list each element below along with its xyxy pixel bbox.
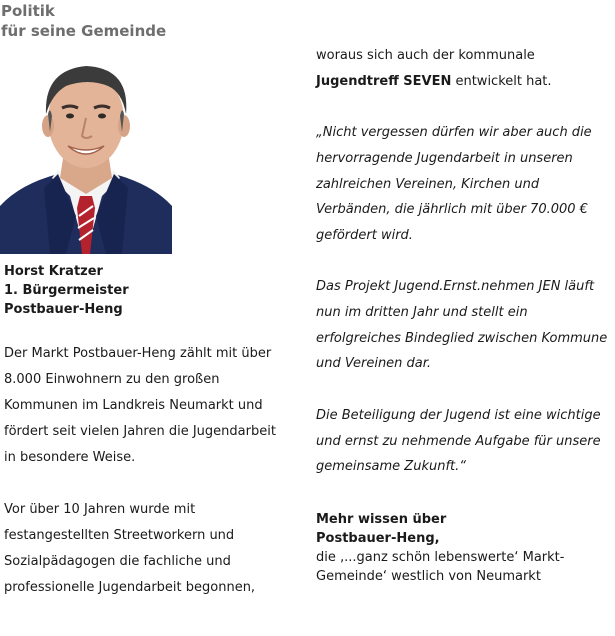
right-paragraph-1 <box>316 43 611 94</box>
left-text-column <box>4 341 289 627</box>
jugendtreff-seven: Jugendtreff SEVEN <box>316 73 452 89</box>
right-text-column <box>316 43 611 506</box>
right-p1-end: entwickelt hat. <box>451 73 552 89</box>
more-info-block <box>316 510 611 586</box>
person-name: Horst Kratzer <box>4 264 103 279</box>
page-header <box>1 1 166 41</box>
quote-paragraph-2: Das Projekt Jugend.Ernst.nehmen JEN läuft nun im dritten Jahr und stellt ein erfolgreiches Bindeglied zwischen Kommune und Vereinen dar. <box>316 279 608 372</box>
quote-paragraph-3: Die Beteiligung der Jugend ist eine wichtige und ernst zu nehmende Aufgabe für unsere gemeinsame Zukunft.“ <box>316 407 601 475</box>
left-paragraph-1: Der Markt Postbauer-Heng zählt mit über 8.000 Einwohnern zu den großen Kommunen im Landkreis Neumarkt und fördert seit vielen Jahren die Jugendarbeit in besondere Weise. <box>4 346 276 465</box>
left-paragraph-2: Vor über 10 Jahren wurde mit festangestellten Streetworkern und Sozialpädagogen die fachliche und professionelle Jugendarbeit begonnen, <box>4 502 256 595</box>
header-line-politik: Politik <box>1 2 55 20</box>
person-place: Postbauer-Heng <box>4 302 123 317</box>
quote-paragraph-1: „Nicht vergessen dürfen wir aber auch die hervorragende Jugendarbeit in unseren zahlreichen Vereinen, Kirchen und Verbänden, die jährlich mit über 70.000 € gefördert wird. <box>316 125 592 243</box>
more-info-heading-1: Mehr wissen über <box>316 512 447 527</box>
portrait-photo <box>0 56 172 254</box>
right-p1-start: woraus sich auch der kommunale <box>316 48 535 63</box>
more-info-text: die ‚...ganz schön lebenswerte‘ Markt-Gemeinde‘ westlich von Neumarkt <box>316 550 565 584</box>
person-role: 1. Bürgermeister <box>4 283 129 298</box>
more-info-heading-2: Postbauer-Heng, <box>316 531 440 546</box>
person-info <box>4 262 129 319</box>
header-line-gemeinde: für seine Gemeinde <box>1 22 167 40</box>
